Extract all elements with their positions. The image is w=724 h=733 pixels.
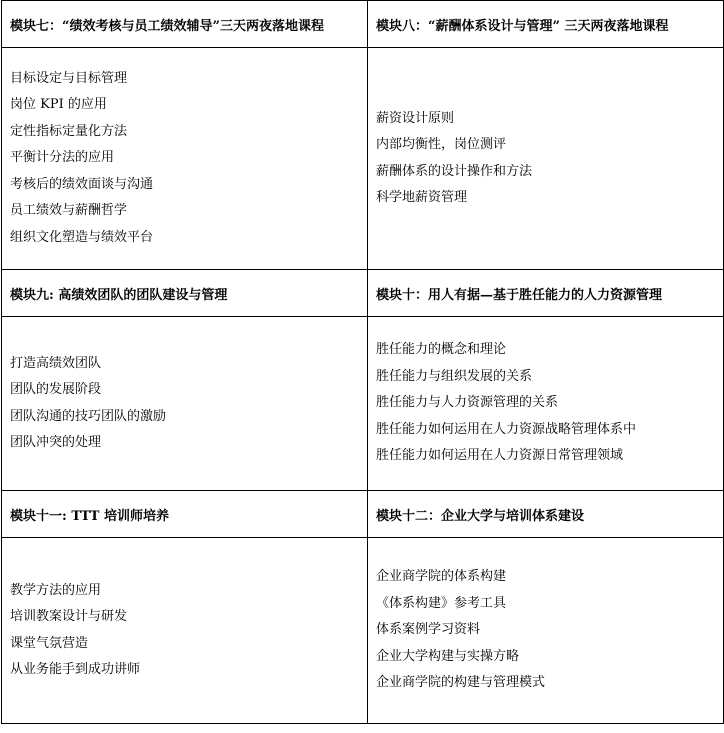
module-9-topic-list: [10, 351, 367, 457]
list-item: 定性指标定量化方法: [10, 123, 128, 139]
course-modules-table: [1, 0, 724, 724]
list-item: 打造高绩效团队: [10, 355, 102, 371]
module-header-row: [2, 1, 724, 48]
list-item: 从业务能手到成功讲师: [10, 662, 141, 677]
list-item: 胜任能力如何运用在人力资源战略管理体系中: [376, 421, 637, 437]
list-item: 胜任能力与人力资源管理的关系: [376, 395, 559, 411]
list-item: 考核后的绩效面谈与沟通: [10, 176, 154, 192]
module-12-topic-list: [376, 564, 723, 697]
module-7-topic-list: [10, 66, 367, 252]
list-item: 《体系构建》参考工具: [376, 595, 507, 611]
module-content-row: [2, 48, 724, 270]
module-11-title: 模块十一: TTT 培训师培养: [2, 491, 368, 538]
module-content-row: [2, 317, 724, 491]
module-12-title: 模块十二：企业大学与培训体系建设: [368, 491, 724, 538]
list-item: 科学地薪资管理: [376, 190, 468, 205]
list-item: 企业大学构建与实操方略: [376, 648, 520, 664]
list-item: 薪酬体系的设计操作和方法: [376, 163, 533, 179]
list-item: 目标设定与目标管理: [10, 70, 128, 86]
module-7-title: 模块七：“绩效考核与员工绩效辅导”三天两夜落地课程: [2, 1, 368, 48]
module-10-topic-list: [376, 337, 723, 470]
module-12-content: [368, 538, 724, 724]
list-item: 胜任能力如何运用在人力资源日常管理领域: [376, 448, 624, 464]
module-10-content: [368, 317, 724, 491]
module-9-title: 模块九: 高绩效团队的团队建设与管理: [2, 270, 368, 317]
module-11-topic-list: [10, 578, 367, 684]
module-7-content: [2, 48, 368, 270]
module-8-title: 模块八：“薪酬体系设计与管理” 三天两夜落地课程: [368, 1, 724, 48]
list-item: 平衡计分法的应用: [10, 150, 115, 166]
list-item: 内部均衡性，岗位测评: [376, 137, 507, 152]
module-header-row: [2, 270, 724, 317]
list-item: 体系案例学习资料: [376, 622, 481, 638]
list-item: 员工绩效与薪酬哲学: [10, 203, 128, 219]
list-item: 岗位 KPI 的应用: [10, 97, 107, 113]
module-9-content: [2, 317, 368, 491]
list-item: 培训教案设计与研发: [10, 609, 128, 624]
list-item: 胜任能力与组织发展的关系: [376, 368, 533, 384]
list-item: 组织文化塑造与绩效平台: [10, 229, 154, 245]
list-item: 课堂气氛营造: [10, 635, 89, 651]
list-item: 团队的发展阶段: [10, 382, 102, 397]
list-item: 企业商学院的体系构建: [376, 569, 507, 585]
list-item: 胜任能力的概念和理论: [376, 342, 507, 358]
module-11-content: [2, 538, 368, 724]
module-8-topic-list: [376, 106, 723, 212]
module-content-row: [2, 538, 724, 724]
list-item: 团队冲突的处理: [10, 435, 102, 450]
module-header-row: [2, 491, 724, 538]
list-item: 团队沟通的技巧团队的激励: [10, 408, 167, 424]
list-item: 薪资设计原则: [376, 110, 455, 126]
list-item: 教学方法的应用: [10, 582, 102, 598]
module-10-title: 模块十：用人有据—基于胜任能力的人力资源管理: [368, 270, 724, 317]
list-item: 企业商学院的构建与管理模式: [376, 675, 546, 691]
module-8-content: [368, 48, 724, 270]
